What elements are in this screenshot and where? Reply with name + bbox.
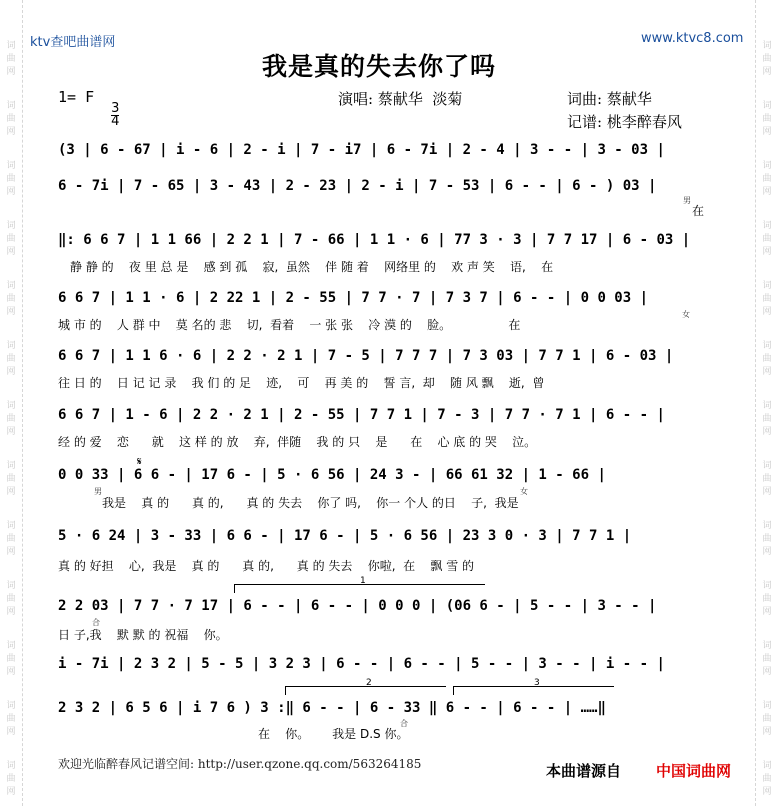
- score-row-5-lyrics: 往 日 的 日 记 记 录 我 们 的 足 迹, 可 再 美 的 誓 言, 却 随 风 飘 逝, 曾: [58, 376, 545, 390]
- watermark-text: 词 曲 网: [6, 401, 16, 437]
- watermark-text: 词 曲 网: [6, 521, 16, 557]
- watermark-text: 词 曲 网: [762, 581, 772, 617]
- watermark-text: 词 曲 网: [6, 581, 16, 617]
- watermark-text: 词 曲 网: [762, 761, 772, 797]
- key-signature: 1= F: [58, 88, 95, 106]
- score-row-3-lyrics: 静 静 的 夜 里 总 是 感 到 孤 寂, 虽然 伴 随 着 网络里 的 欢 声 笑 语, 在: [70, 260, 554, 274]
- watermark-text: 词 曲 网: [762, 101, 772, 137]
- volta-3-label: 3: [534, 678, 540, 688]
- watermark-text: 词 曲 网: [762, 521, 772, 557]
- score-row-4-lyrics: 城 市 的 人 群 中 莫 名的 悲 切, 看着 一 张 张 冷 漠 的 脸。 在: [58, 318, 521, 332]
- watermark-text: 词 曲 网: [762, 701, 772, 737]
- score-row-8-lyrics: 真 的 好担 心, 我是 真 的 真 的, 真 的 失去 你啦, 在 飘 雪 的: [58, 559, 475, 573]
- score-row-9-notes: 2 2 03 | 7 7 · 7 17 | 6 - - | 6 - - | 0 0 0 | (06 6 - | 5 - - | 3 - - |: [58, 598, 657, 614]
- watermark-text: 词 曲 网: [762, 281, 772, 317]
- volta-1-bracket: [234, 576, 485, 593]
- footer-welcome-text[interactable]: 欢迎光临醉春风记谱空间: http://user.qzone.qq.com/563264185: [58, 757, 422, 771]
- watermark-text: 词 曲 网: [762, 41, 772, 77]
- score-row-5-notes: 6 6 7 | 1 1 6 · 6 | 2 2 · 2 1 | 7 - 5 | 7 7 7 | 7 3 03 | 7 7 1 | 6 - 03 |: [58, 348, 674, 364]
- female-voice-mark-2: 女: [520, 487, 528, 496]
- score-row-7-lyrics: 我是 真 的 真 的, 真 的 失去 你了 吗, 你一 个人 的日 子, 我是: [102, 496, 519, 510]
- transcriber-credit: 记谱: 桃李醉春风: [567, 113, 682, 131]
- time-signature-bottom: 4: [111, 114, 120, 129]
- score-row-2-lyrics: 在: [692, 204, 705, 218]
- male-voice-mark: 男: [683, 196, 691, 205]
- song-title: 我是真的失去你了吗: [262, 52, 497, 81]
- watermark-text: 词 曲 网: [762, 161, 772, 197]
- watermark-text: 词 曲 网: [6, 701, 16, 737]
- watermark-text: 词 曲 网: [6, 41, 16, 77]
- watermark-text: 词 曲 网: [762, 221, 772, 257]
- volta-3-bracket: [453, 678, 614, 695]
- watermark-text: 词 曲 网: [6, 161, 16, 197]
- score-row-9-lyrics: 日 子,我 默 默 的 祝福 你。: [58, 628, 228, 642]
- site-url-right[interactable]: www.ktvc8.com: [641, 31, 744, 46]
- score-row-11-notes: 2 3 2 | 6 5 6 | i 7 6 ) 3 :‖ 6 - - | 6 - 33 ‖ 6 - - | 6 - - | ……‖: [58, 700, 606, 716]
- score-row-1-notes: (3 | 6 - 67 | i - 6 | 2 - i | 7 - i7 | 6 - 7i | 2 - 4 | 3 - - | 3 - 03 |: [58, 142, 665, 158]
- score-row-6-lyrics: 经 的 爱 恋 就 这 样 的 放 弃, 伴随 我 的 只 是 在 心 底 的 哭 泣。: [58, 435, 537, 449]
- time-signature: [101, 84, 119, 129]
- watermark-text: 词 曲 网: [6, 101, 16, 137]
- chorus-mark-2: 合: [400, 719, 408, 728]
- volta-2-label: 2: [366, 678, 372, 688]
- score-row-4-notes: 6 6 7 | 1 1 · 6 | 2 22 1 | 2 - 55 | 7 7 · 7 | 7 3 7 | 6 - - | 0 0 03 |: [58, 290, 649, 306]
- watermark-text: 词 曲 网: [6, 221, 16, 257]
- watermark-text: 词 曲 网: [762, 461, 772, 497]
- watermark-text: 词 曲 网: [6, 461, 16, 497]
- score-row-6-notes: 6 6 7 | 1 - 6 | 2 2 · 2 1 | 2 - 55 | 7 7 1 | 7 - 3 | 7 7 · 7 1 | 6 - - |: [58, 407, 665, 423]
- volta-2-bracket: [285, 678, 446, 695]
- male-voice-mark-2: 男: [94, 487, 102, 496]
- composer-credit: 词曲: 蔡献华: [567, 90, 652, 108]
- source-site-link[interactable]: 中国词曲网: [656, 762, 732, 780]
- female-voice-mark: 女: [682, 310, 690, 319]
- watermark-text: 词 曲 网: [762, 401, 772, 437]
- score-row-7-notes: 0 0 33 | 6 6 - | 17 6 - | 5 · 6 56 | 24 3 - | 66 61 32 | 1 - 66 |: [58, 467, 606, 483]
- time-signature-top: 3: [111, 101, 120, 116]
- watermark-text: 词 曲 网: [6, 341, 16, 377]
- volta-1-label: 1: [360, 576, 366, 586]
- singers-credit: 演唱: 蔡献华 淡菊: [338, 90, 463, 108]
- watermark-text: 词 曲 网: [6, 641, 16, 677]
- score-row-2-notes: 6 - 7i | 7 - 65 | 3 - 43 | 2 - 23 | 2 - i | 7 - 53 | 6 - - | 6 - ) 03 |: [58, 178, 657, 194]
- watermark-text: 词 曲 网: [6, 761, 16, 797]
- score-row-10-notes: i - 7i | 2 3 2 | 5 - 5 | 3 2 3 | 6 - - | 6 - - | 5 - - | 3 - - | i - - |: [58, 656, 665, 672]
- chorus-mark: 合: [92, 618, 100, 627]
- score-row-3-notes: ‖: 6 6 7 | 1 1 66 | 2 2 1 | 7 - 66 | 1 1 · 6 | 77 3 · 3 | 7 7 17 | 6 - 03 |: [58, 232, 691, 248]
- watermark-text: 词 曲 网: [762, 641, 772, 677]
- watermark-text: 词 曲 网: [6, 281, 16, 317]
- source-label: 本曲谱源自: [546, 762, 622, 780]
- watermark-text: 词 曲 网: [762, 341, 772, 377]
- site-name-left[interactable]: ktv查吧曲谱网: [30, 35, 116, 50]
- score-row-11-lyrics: 在 你。 我是 D.S 你。: [258, 727, 409, 741]
- segno-sign: 𝄋: [137, 455, 142, 468]
- score-row-8-notes: 5 · 6 24 | 3 - 33 | 6 6 - | 17 6 - | 5 · 6 56 | 23 3 0 · 3 | 7 7 1 |: [58, 528, 632, 544]
